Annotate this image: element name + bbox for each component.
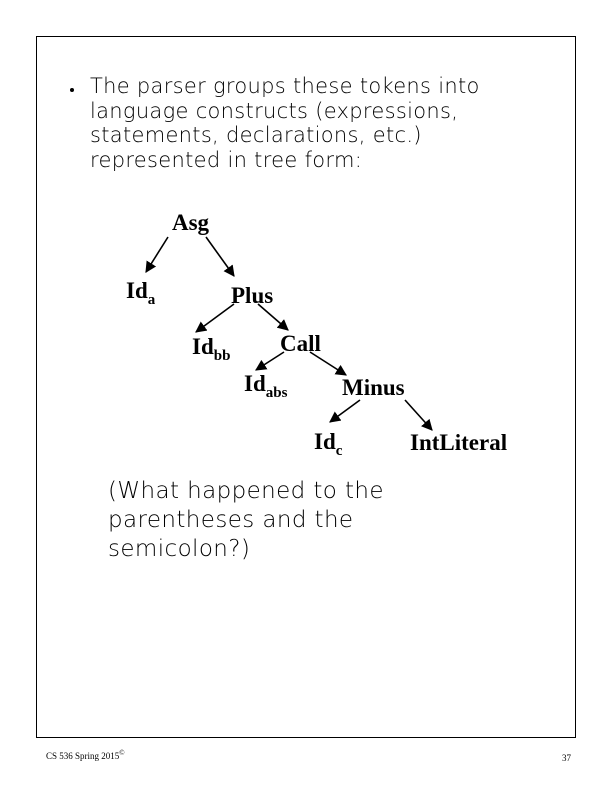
tree-node-idbb: $Id_{bb}$ — [192, 334, 231, 364]
tree-node-minus: Minus — [342, 375, 405, 400]
tree-node-intliteral: IntLiteral — [410, 430, 508, 455]
tree-node-asg: Asg — [172, 210, 210, 235]
question-line: parentheses and the — [108, 507, 354, 533]
tree-node-plus: Plus — [231, 283, 274, 308]
question-text — [108, 477, 448, 564]
copyright-mark: © — [119, 749, 125, 757]
question-line: semicolon?) — [108, 536, 251, 562]
question-line: (What happened to the — [108, 478, 384, 504]
tree-node-ida: $Id_a$ — [126, 278, 156, 308]
footer-course: CS 536 Spring 2015© — [46, 749, 125, 761]
edge-minus-intliteral — [405, 400, 432, 430]
tree-node-idabs: $Id_{abs}$ — [244, 371, 288, 401]
edge-asg-ida — [146, 237, 168, 272]
tree-node-call: Call — [280, 331, 321, 356]
bullet-line: represented in tree form: — [90, 147, 363, 172]
edge-plus-idbb — [196, 304, 234, 332]
tree-node-idc: $Id_c$ — [314, 429, 343, 459]
bullet-line: The parser groups these tokens into — [90, 74, 480, 98]
bullet-line: language constructs (expressions, — [90, 98, 459, 123]
edge-minus-idc — [330, 400, 360, 422]
edge-asg-plus — [206, 237, 234, 276]
bullet-line: statements, declarations, etc.) — [90, 123, 422, 147]
page-number: 37 — [562, 753, 571, 763]
